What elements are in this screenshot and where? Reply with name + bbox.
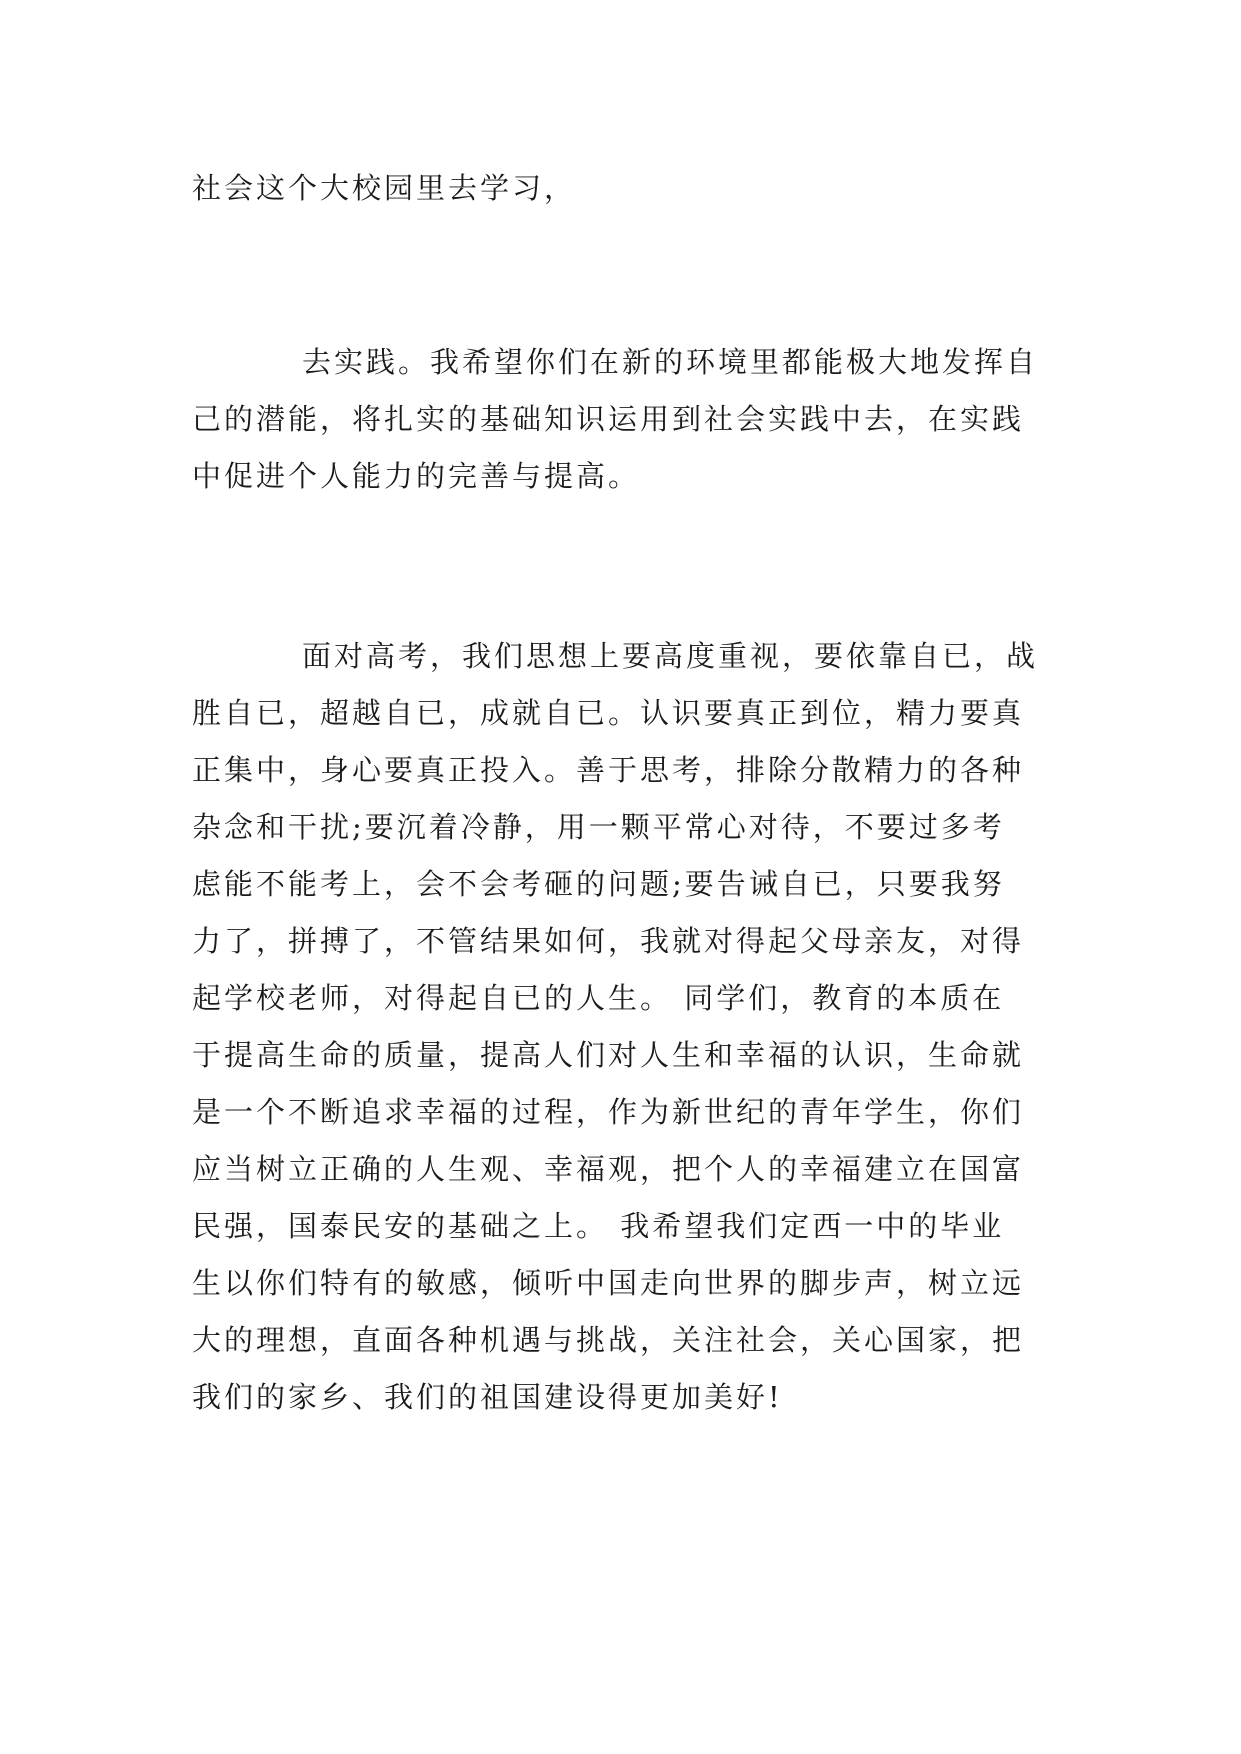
text-line: 杂念和干扰;要沉着冷静，用一颗平常心对待，不要过多考 bbox=[192, 810, 1005, 844]
text-line: 正集中，身心要真正投入。善于思考，排除分散精力的各种 bbox=[192, 753, 1025, 787]
text-line: 生以你们特有的敏感，倾听中国走向世界的脚步声，树立远 bbox=[192, 1266, 1025, 1300]
text-line: 起学校老师，对得起自已的人生。 同学们，教育的本质在 bbox=[192, 981, 1005, 1015]
text-line: 于提高生命的质量，提高人们对人生和幸福的认识，生命就 bbox=[192, 1038, 1025, 1072]
paragraph-1 bbox=[192, 160, 1052, 217]
text-line: 力了，拼搏了，不管结果如何，我就对得起父母亲友，对得 bbox=[192, 924, 1025, 958]
text-line: 虑能不能考上，会不会考砸的问题;要告诫自已，只要我努 bbox=[192, 867, 1005, 901]
text-line: 是一个不断追求幸福的过程，作为新世纪的青年学生，你们 bbox=[192, 1095, 1025, 1129]
text-line: 应当树立正确的人生观、幸福观，把个人的幸福建立在国富 bbox=[192, 1152, 1025, 1186]
text-line: 去实践。我希望你们在新的环境里都能极大地发挥自 bbox=[302, 345, 1039, 379]
text-line: 社会这个大校园里去学习， bbox=[192, 171, 577, 205]
text-line: 民强，国泰民安的基础之上。 我希望我们定西一中的毕业 bbox=[192, 1209, 1005, 1243]
text-line: 大的理想，直面各种机遇与挑战，关注社会，关心国家，把 bbox=[192, 1323, 1025, 1357]
text-line: 面对高考，我们思想上要高度重视，要依靠自已，战 bbox=[302, 639, 1039, 673]
paragraph-3 bbox=[192, 628, 1052, 1426]
text-line: 己的潜能，将扎实的基础知识运用到社会实践中去，在实践 bbox=[192, 402, 1025, 436]
text-line: 我们的家乡、我们的祖国建设得更加美好! bbox=[192, 1380, 783, 1414]
text-line: 中促进个人能力的完善与提高。 bbox=[192, 459, 641, 493]
paragraph-2 bbox=[192, 334, 1052, 505]
text-line: 胜自已，超越自已，成就自已。认识要真正到位，精力要真 bbox=[192, 696, 1025, 730]
